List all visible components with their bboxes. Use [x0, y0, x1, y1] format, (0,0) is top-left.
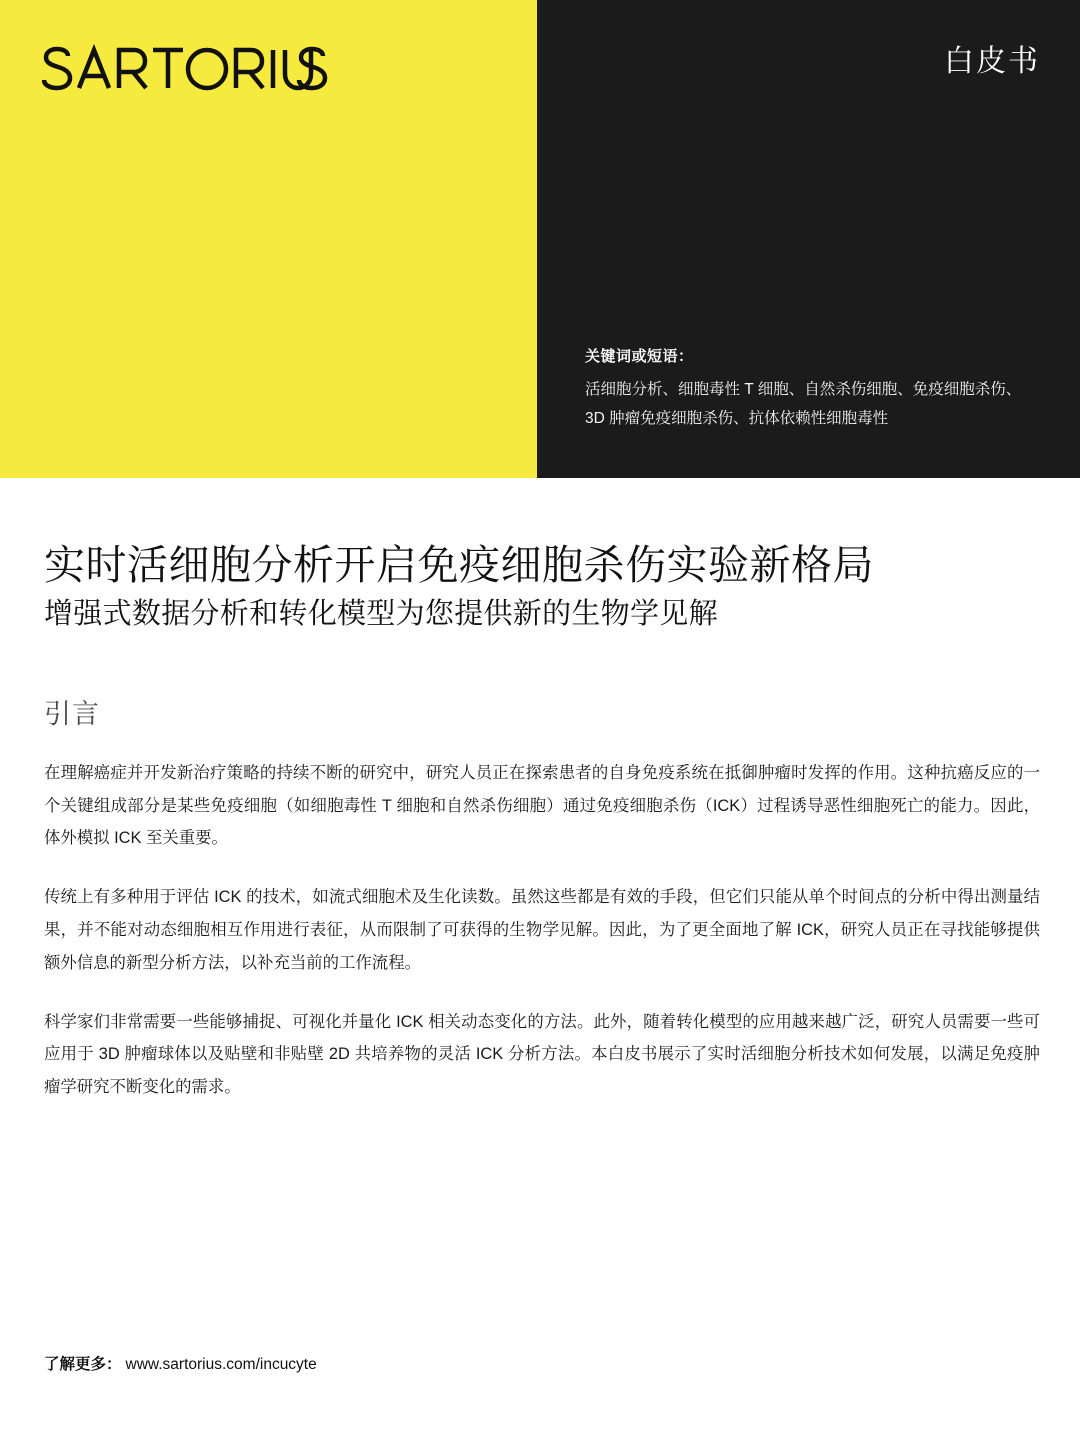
document-body: [0, 478, 1080, 1440]
body-paragraph: 传统上有多种用于评估 ICK 的技术，如流式细胞术及生化读数。虽然这些都是有效的手段，但它们只能从单个时间点的分析中得出测量结果，并不能对动态细胞相互作用进行表征，从而限制了可获得的生物学见解。因此，为了更全面地了解 ICK，研究人员正在寻找能够提供额外信息的新型分析方法，以补充当前的工作流程。: [44, 888, 1040, 972]
section-heading-introduction: 引言: [44, 698, 100, 729]
header-dark-panel: [537, 0, 1080, 478]
body-paragraph: 在理解癌症并开发新治疗策略的持续不断的研究中，研究人员正在探索患者的自身免疫系统在抵御肿瘤时发挥的作用。这种抗癌反应的一个关键组成部分是某些免疫细胞（如细胞毒性 T 细胞和自然杀伤细胞）通过免疫细胞杀伤（ICK）过程诱导恶性细胞死亡的能力。因此，体外模拟 ICK 至关重要。: [44, 763, 1040, 848]
page-title: 实时活细胞分析开启免疫细胞杀伤实验新格局: [44, 542, 874, 588]
content-column: [44, 540, 1040, 1104]
footer: [44, 1352, 317, 1374]
footer-url[interactable]: www.sartorius.com/incucyte: [125, 1356, 317, 1373]
document-type-label: 白皮书: [944, 45, 1040, 78]
body-paragraph: 科学家们非常需要一些能够捕捉、可视化并量化 ICK 相关动态变化的方法。此外，随着转化模型的应用越来越广泛，研究人员需要一些可应用于 3D 肿瘤球体以及贴壁和非贴壁 2D 共培养物的灵活 ICK 分析方法。本白皮书展示了实时活细胞分析技术如何发展，以满足免疫肿瘤学研究不断变化的需求。: [44, 1012, 1040, 1097]
keywords-title: 关键词或短语：: [585, 348, 694, 365]
page-subtitle: 增强式数据分析和转化模型为您提供新的生物学见解: [44, 598, 718, 631]
sartorius-logo: [42, 44, 332, 96]
keywords-block: [585, 345, 1040, 433]
footer-label: 了解更多：: [44, 1356, 122, 1373]
keywords-list: 活细胞分析、细胞毒性 T 细胞、自然杀伤细胞、免疫细胞杀伤、3D 肿瘤免疫细胞杀伤、抗体依赖性细胞毒性: [585, 381, 1022, 427]
document-header: [0, 0, 1080, 478]
header-brand-panel: [0, 0, 537, 478]
